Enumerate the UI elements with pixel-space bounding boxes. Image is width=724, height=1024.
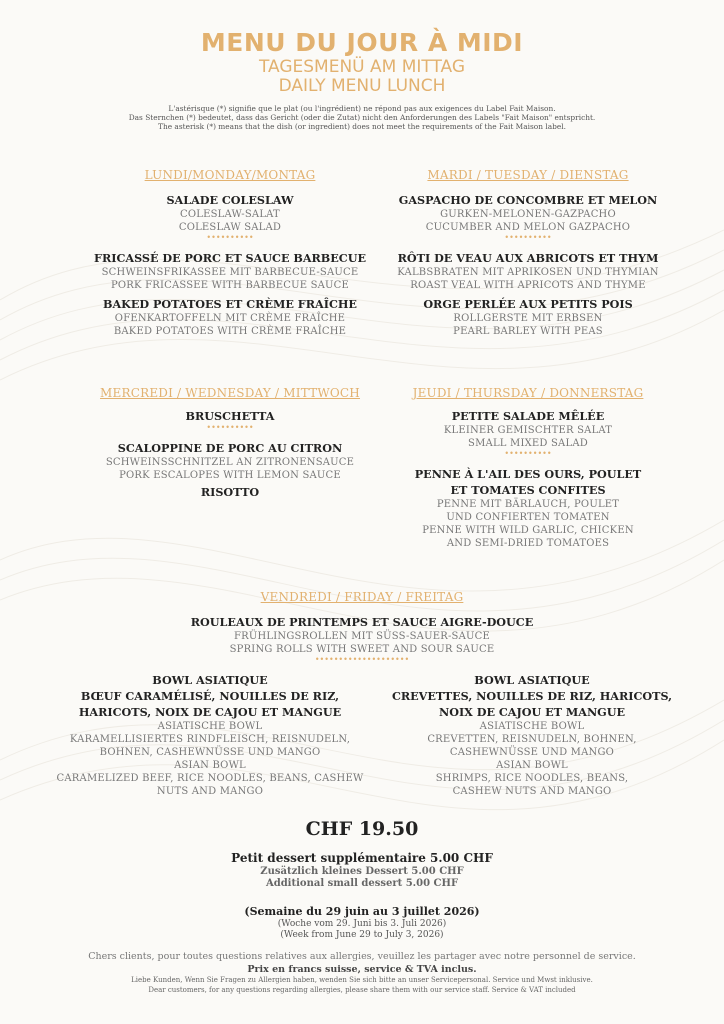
thursday-main-en-line2: AND SEMI-DRIED TOMATOES [446, 538, 610, 549]
monday-side-de: OFENKARTOFFELN MIT CRÈME FRAÎCHE [114, 313, 346, 324]
monday-main: FRICASSÉ DE PORC ET SAUCE BARBECUE [94, 251, 366, 265]
allergies-en: Dear customers, for any questions regarding allergies, please share them with our service staff. Service & VAT included [148, 985, 576, 994]
thursday-main-de-line1: PENNE MIT BÄRLAUCH, POULET [436, 499, 620, 510]
dessert-info [0, 851, 724, 890]
friday-section [0, 590, 724, 664]
separator-dots: •••••••••• [504, 233, 552, 242]
week-en: (Week from June 29 to July 3, 2026) [280, 930, 444, 940]
bowl-left-title: BOWL ASIATIQUE [152, 673, 268, 687]
allergies-fr: Chers clients, pour toutes questions relatives aux allergies, veuillez les partager avec notre personnel de service. [88, 951, 636, 962]
bowl-right-line2: CREVETTES, NOUILLES DE RIZ, HARICOTS, [391, 689, 673, 703]
tuesday-starter-en: CUCUMBER AND MELON GAZPACHO [425, 222, 631, 233]
note-french: L'astérisque (*) signifie que le plat (ou l'ingrédient) ne répond pas aux exigences du Label Fait Maison. [168, 104, 556, 113]
thursday-starter-en: SMALL MIXED SALAD [468, 438, 588, 449]
bowl-left-en-3: NUTS AND MANGO [156, 786, 264, 797]
tuesday-main-de: KALBSBRATEN MIT APRIKOSEN UND THYMIAN [397, 267, 659, 278]
allergies-de: Liebe Kunden, Wenn Sie Fragen zu Allergien haben, wenden Sie sich bitte an unser Servicepersonal. Service und Mwst inklusive. [131, 976, 593, 984]
day-title-monday: LUNDI/MONDAY/MONTAG [144, 168, 316, 182]
note-english: The asterisk (*) means that the dish (or ingredient) does not meet the requirements of the Fait Maison label. [158, 122, 566, 131]
title-english: DAILY MENU LUNCH [278, 76, 446, 96]
bowl-left-de-2: KARAMELLISIERTES RINDFLEISCH, REISNUDELN, [69, 734, 351, 745]
monday-starter-de: COLESLAW-SALAT [180, 209, 280, 220]
monday-starter-en: COLESLAW SALAD [178, 222, 282, 233]
bowl-left-line2: BŒUF CARAMÉLISÉ, NOUILLES DE RIZ, [80, 689, 340, 703]
day-title-wednesday: MERCREDI / WEDNESDAY / MITTWOCH [100, 386, 360, 400]
day-title-friday: VENDREDI / FRIDAY / FREITAG [260, 590, 464, 604]
tuesday-main-en: ROAST VEAL WITH APRICOTS AND THYME [410, 280, 646, 291]
wednesday-main-en: PORK ESCALOPES WITH LEMON SAUCE [119, 470, 341, 481]
bowl-left-de-1: ASIATISCHE BOWL [157, 721, 263, 732]
dessert-fr: Petit dessert supplémentaire 5.00 CHF [231, 851, 493, 865]
bowl-right-line3: NOIX DE CAJOU ET MANGUE [438, 705, 626, 719]
tuesday-main: RÔTI DE VEAU AUX ABRICOTS ET THYM [397, 251, 659, 265]
bowl-left-en-1: ASIAN BOWL [174, 760, 246, 771]
friday-bowl-beef [40, 672, 380, 798]
bowl-right-de-1: ASIATISCHE BOWL [479, 721, 585, 732]
title-german: TAGESMENÜ AM MITTAG [258, 57, 466, 77]
bowl-right-de-2: CREVETTEN, REISNUDELN, BOHNEN, [427, 734, 637, 745]
friday-bowl-shrimp [362, 672, 702, 798]
bowl-left-de-3: BOHNEN, CASHEWNÜSSE UND MANGO [99, 747, 321, 758]
menu-header [0, 0, 724, 131]
thursday-main-line1: PENNE À L'AIL DES OURS, POULET [414, 467, 642, 481]
wednesday-main: SCALOPPINE DE PORC AU CITRON [117, 441, 343, 455]
title-french: MENU DU JOUR À MIDI [200, 28, 524, 57]
monday-side: BAKED POTATOES ET CRÈME FRAÎCHE [103, 297, 357, 311]
tuesday-starter-de: GURKEN-MELONEN-GAZPACHO [440, 209, 616, 220]
separator-dots: •••••••••• [206, 233, 254, 242]
thursday-section [340, 386, 716, 550]
dessert-en: Additional small dessert 5.00 CHF [265, 878, 459, 889]
dessert-de: Zusätzlich kleines Dessert 5.00 CHF [260, 866, 464, 877]
separator-dots: •••••••••• [206, 423, 254, 432]
tuesday-section [340, 168, 716, 338]
thursday-main-de-line2: UND CONFIERTEN TOMATEN [446, 512, 610, 523]
friday-starter-de: FRÜHLINGSROLLEN MIT SÜSS-SAUER-SAUCE [234, 631, 490, 642]
tuesday-side: ORGE PERLÉE AUX PETITS POIS [423, 297, 633, 311]
note-german: Das Sternchen (*) bedeutet, dass das Gericht (oder die Zutat) nicht den Anforderungen des Labels "Fait Maison" entspricht. [128, 113, 596, 122]
bowl-right-title: BOWL ASIATIQUE [474, 673, 590, 687]
week-info [0, 905, 724, 941]
friday-starter: ROULEAUX DE PRINTEMPS ET SAUCE AIGRE-DOUCE [190, 615, 534, 629]
week-de: (Woche vom 29. Juni bis 3. Juli 2026) [277, 919, 447, 929]
separator-dots: •••••••••• [504, 449, 552, 458]
bowl-right-en-1: ASIAN BOWL [496, 760, 568, 771]
thursday-main-en-line1: PENNE WITH WILD GARLIC, CHICKEN [422, 525, 634, 536]
wednesday-side: RISOTTO [200, 485, 260, 499]
wednesday-main-de: SCHWEINSSCHNITZEL AN ZITRONENSAUCE [105, 457, 355, 468]
tuesday-side-en: PEARL BARLEY WITH PEAS [453, 326, 603, 337]
thursday-main-line2: ET TOMATES CONFITES [450, 483, 606, 497]
prices-fr: Prix en francs suisse, service & TVA inclus. [247, 964, 477, 975]
allergy-info [0, 950, 724, 995]
bowl-right-en-3: CASHEW NUTS AND MANGO [452, 786, 612, 797]
bowl-left-en-2: CARAMELIZED BEEF, RICE NOODLES, BEANS, CASHEW [56, 773, 364, 784]
tuesday-starter: GASPACHO DE CONCOMBRE ET MELON [398, 193, 658, 207]
monday-main-de: SCHWEINSFRIKASSEE MIT BARBECUE-SAUCE [101, 267, 359, 278]
tuesday-side-de: ROLLGERSTE MIT ERBSEN [453, 313, 603, 324]
thursday-starter-de: KLEINER GEMISCHTER SALAT [443, 425, 613, 436]
menu-price: CHF 19.50 [305, 818, 419, 840]
thursday-starter: PETITE SALADE MÊLÉE [451, 409, 605, 423]
monday-starter: SALADE COLESLAW [166, 193, 294, 207]
wednesday-starter: BRUSCHETTA [185, 409, 275, 423]
fait-maison-notes [0, 104, 724, 131]
bowl-left-line3: HARICOTS, NOIX DE CAJOU ET MANGUE [78, 705, 342, 719]
friday-starter-en: SPRING ROLLS WITH SWEET AND SOUR SAUCE [229, 644, 495, 655]
monday-main-en: PORK FRICASSEE WITH BARBECUE SAUCE [110, 280, 350, 291]
day-title-tuesday: MARDI / TUESDAY / DIENSTAG [427, 168, 629, 182]
monday-side-en: BAKED POTATOES WITH CRÈME FRAÎCHE [113, 326, 347, 337]
day-title-thursday: JEUDI / THURSDAY / DONNERSTAG [412, 386, 644, 400]
week-fr: (Semaine du 29 juin au 3 juillet 2026) [244, 905, 480, 918]
bowl-right-en-2: SHRIMPS, RICE NOODLES, BEANS, [435, 773, 629, 784]
bowl-right-de-3: CASHEWNÜSSE UND MANGO [449, 747, 615, 758]
separator-dots: •••••••••••••••••••• [314, 655, 410, 664]
